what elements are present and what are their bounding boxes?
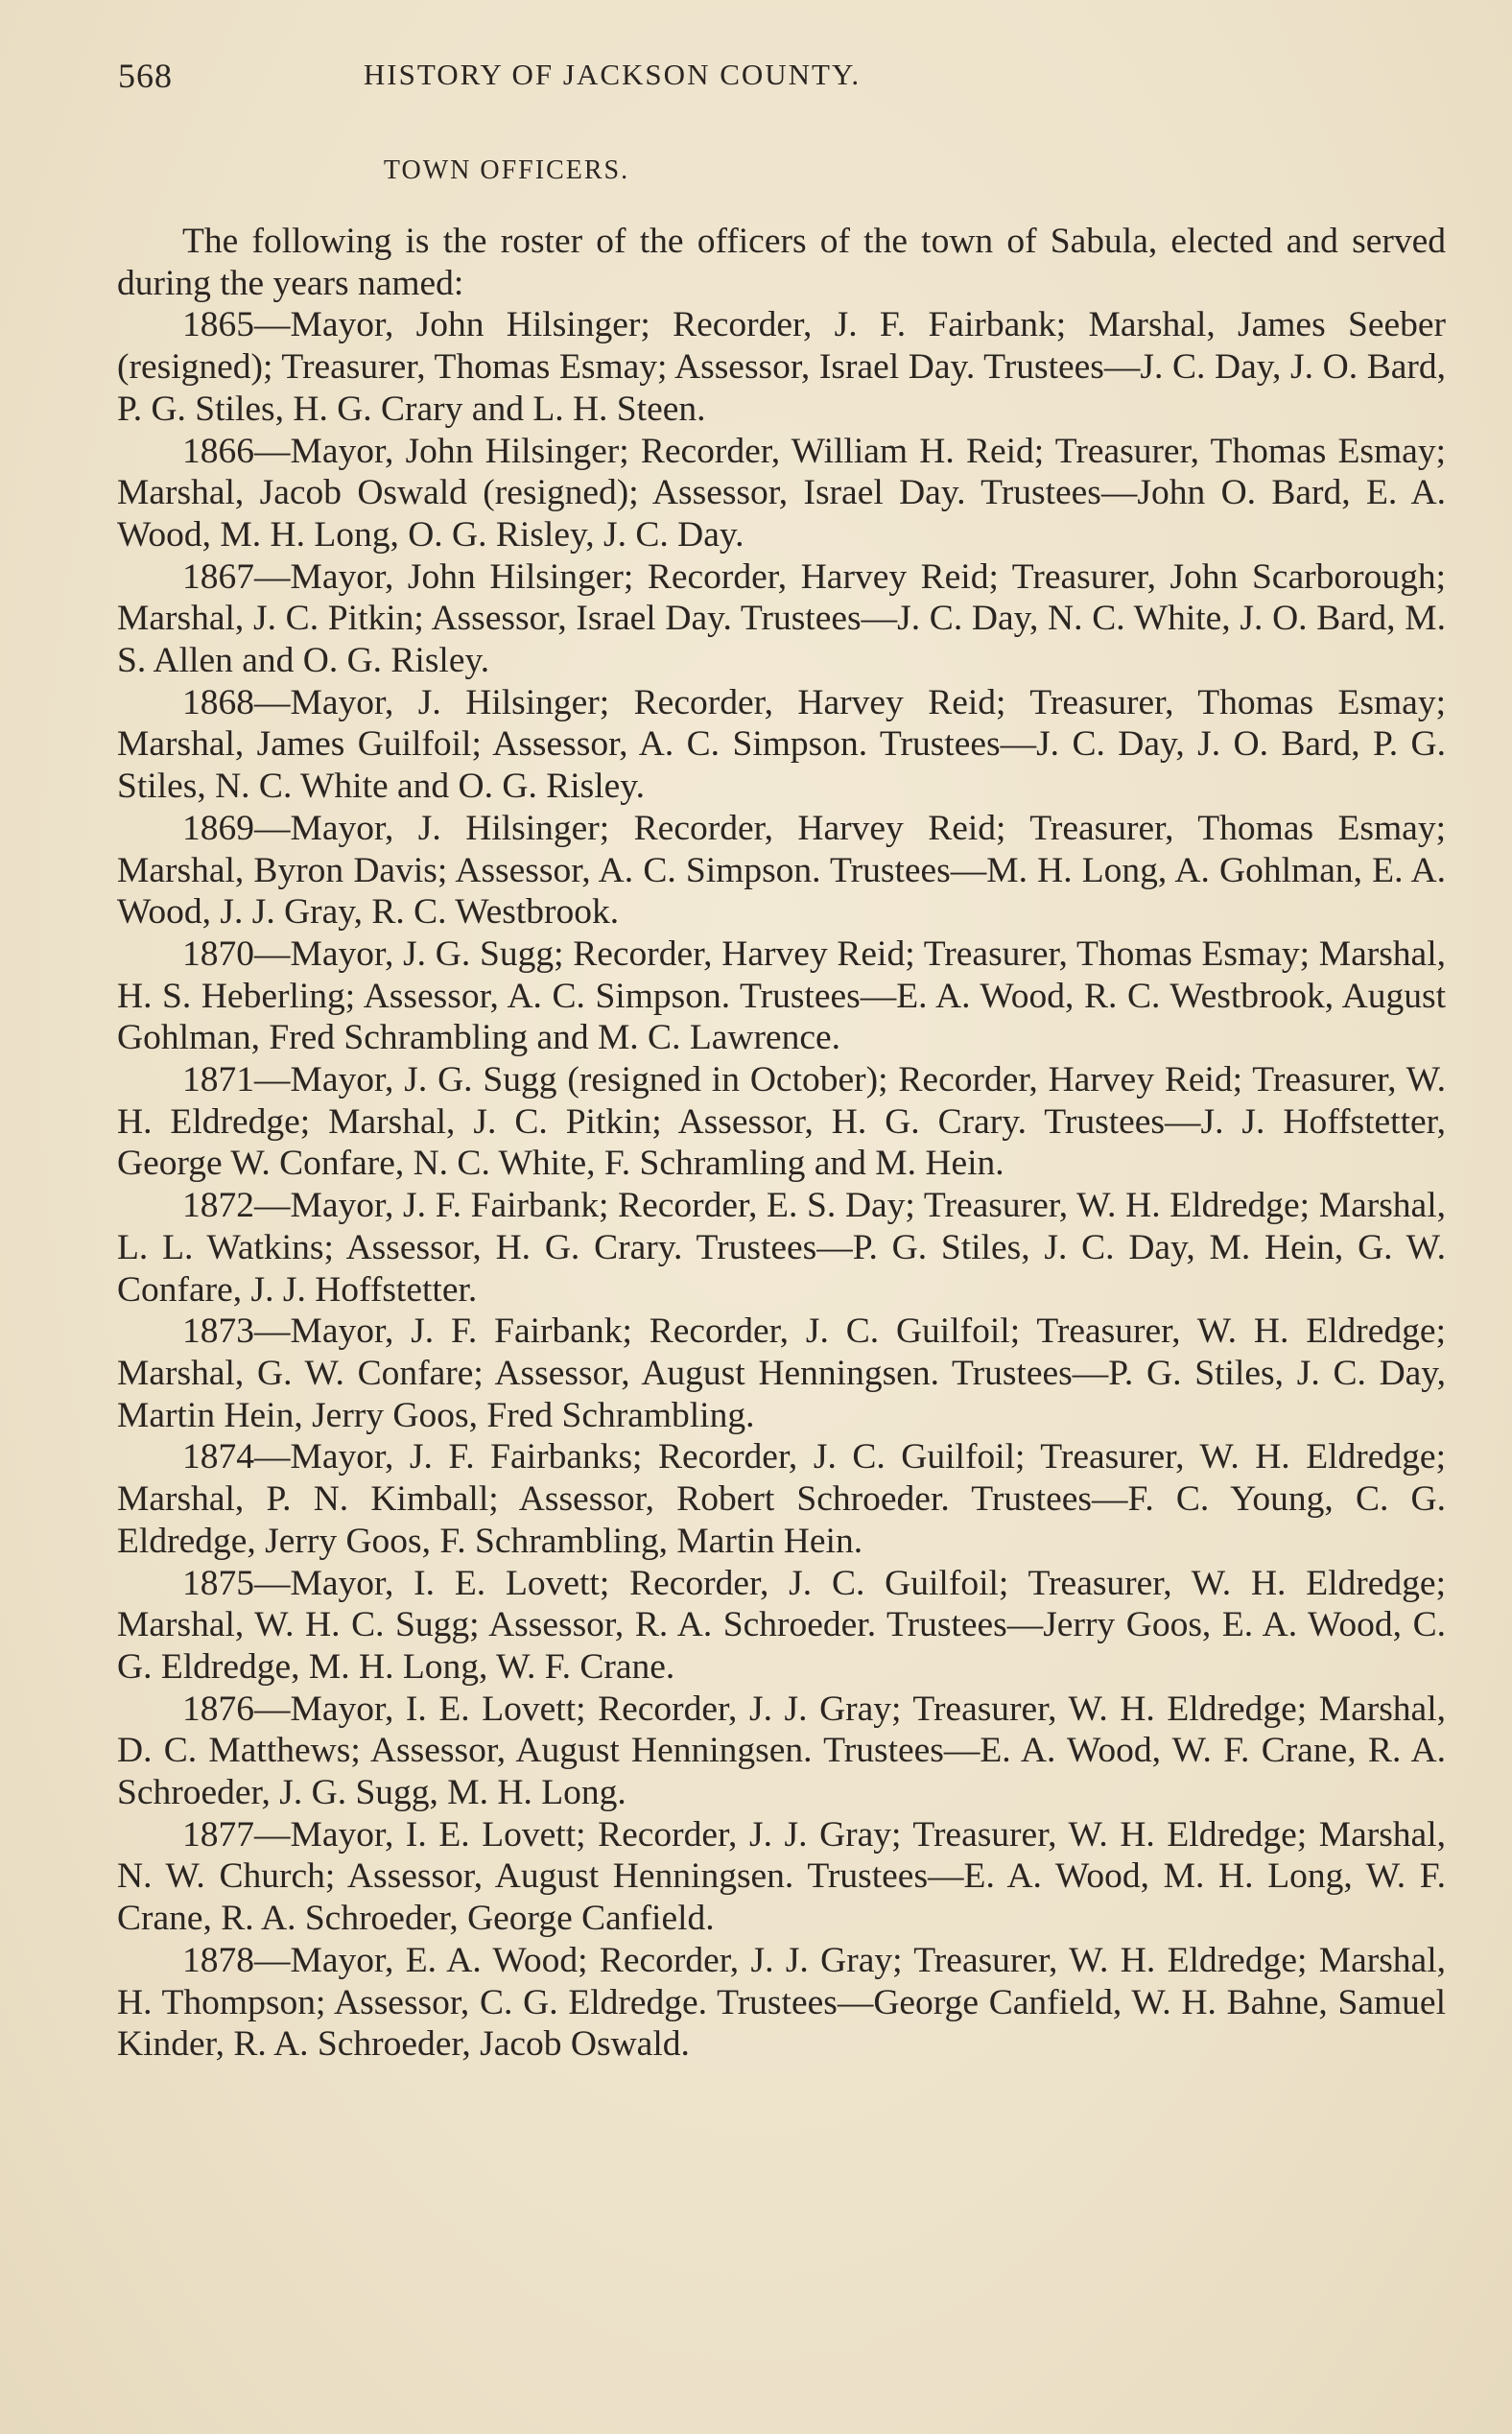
- page-number: 568: [118, 57, 173, 95]
- roster-entry-1877: 1877—Mayor, I. E. Lovett; Recorder, J. J. Gray; Treasurer, W. H. Eldredge; Marshal, N. W. Church; Assessor, August Henningsen. Trustees—E. A. Wood, M. H. Long, W. F. Crane, R. A. Schroeder, George Canfield.: [117, 1814, 1446, 1939]
- roster-entry-1872: 1872—Mayor, J. F. Fairbank; Recorder, E. S. Day; Treasurer, W. H. Eldredge; Marshal, L. L. Watkins; Assessor, H. G. Crary. Trustees—P. G. Stiles, J. C. Day, M. Hein, G. W. Confare, J. J. Hoffstetter.: [117, 1186, 1446, 1310]
- roster-entry-1867: 1867—Mayor, John Hilsinger; Recorder, Harvey Reid; Treasurer, John Scarborough; Marshal, J. C. Pitkin; Assessor, Israel Day. Trustees—J. C. Day, N. C. White, J. O. Bard, M. S. Allen and O. G. Risley.: [117, 556, 1446, 681]
- roster-entry-1874: 1874—Mayor, J. F. Fairbanks; Recorder, J. C. Guilfoil; Treasurer, W. H. Eldredge; Marshal, P. N. Kimball; Assessor, Robert Schroeder. Trustees—F. C. Young, C. G. Eldredge, Jerry Goos, F. Schrambling, Martin Hein.: [117, 1437, 1446, 1561]
- roster-entry-1865: 1865—Mayor, John Hilsinger; Recorder, J. F. Fairbank; Marshal, James Seeber (resigned); Treasurer, Thomas Esmay; Assessor, Israel Day. Trustees—J. C. Day, J. O. Bard, P. G. Stiles, H. G. Crary and L. H. Steen.: [117, 305, 1446, 429]
- running-head: [118, 56, 1068, 104]
- roster-entry-1871: 1871—Mayor, J. G. Sugg (resigned in October); Recorder, Harvey Reid; Treasurer, W. H. Eldredge; Marshal, J. C. Pitkin; Assessor, H. G. Crary. Trustees—J. J. Hoffstetter, George W. Confare, N. C. White, F. Schramling and M. Hein.: [117, 1060, 1446, 1184]
- roster-entry-1878: 1878—Mayor, E. A. Wood; Recorder, J. J. Gray; Treasurer, W. H. Eldredge; Marshal, H. Thompson; Assessor, C. G. Eldredge. Trustees—George Canfield, W. H. Bahne, Samuel Kinder, R. A. Schroeder, Jacob Oswald.: [117, 1940, 1446, 2065]
- roster-entry-1870: 1870—Mayor, J. G. Sugg; Recorder, Harvey Reid; Treasurer, Thomas Esmay; Marshal, H. S. Heberling; Assessor, A. C. Simpson. Trustees—E. A. Wood, R. C. Westbrook, August Gohlman, Fred Schrambling and M. C. Lawrence.: [117, 933, 1446, 1058]
- intro-paragraph: The following is the roster of the officers of the town of Sabula, elected and served during the years named:: [117, 222, 1446, 303]
- roster-entry-1876: 1876—Mayor, I. E. Lovett; Recorder, J. J. Gray; Treasurer, W. H. Eldredge; Marshal, D. C. Matthews; Assessor, August Henningsen. Trustees—E. A. Wood, W. F. Crane, R. A. Schroeder, J. G. Sugg, M. H. Long.: [117, 1689, 1446, 1813]
- roster-entry-1869: 1869—Mayor, J. Hilsinger; Recorder, Harvey Reid; Treasurer, Thomas Esmay; Marshal, Byron Davis; Assessor, A. C. Simpson. Trustees—M. H. Long, A. Gohlman, E. A. Wood, J. J. Gray, R. C. Westbrook.: [117, 808, 1446, 933]
- roster-entry-1866: 1866—Mayor, John Hilsinger; Recorder, William H. Reid; Treasurer, Thomas Esmay; Marshal, Jacob Oswald (resigned); Assessor, Israel Day. Trustees—John O. Bard, E. A. Wood, M. H. Long, O. G. Risley, J. C. Day.: [117, 431, 1446, 555]
- book-title: HISTORY OF JACKSON COUNTY.: [363, 58, 862, 91]
- section-heading: TOWN OFFICERS.: [383, 155, 630, 185]
- roster-text: [117, 221, 1446, 2066]
- roster-entry-1873: 1873—Mayor, J. F. Fairbank; Recorder, J. C. Guilfoil; Treasurer, W. H. Eldredge; Marshal, G. W. Confare; Assessor, August Henningsen. Trustees—P. G. Stiles, J. C. Day, Martin Hein, Jerry Goos, Fred Schrambling.: [117, 1312, 1446, 1435]
- roster-entry-1868: 1868—Mayor, J. Hilsinger; Recorder, Harvey Reid; Treasurer, Thomas Esmay; Marshal, James Guilfoil; Assessor, A. C. Simpson. Trustees—J. C. Day, J. O. Bard, P. G. Stiles, N. C. White and O. G. Risley.: [117, 682, 1446, 807]
- roster-entry-1875: 1875—Mayor, I. E. Lovett; Recorder, J. C. Guilfoil; Treasurer, W. H. Eldredge; Marshal, W. H. C. Sugg; Assessor, R. A. Schroeder. Trustees—Jerry Goos, E. A. Wood, C. G. Eldredge, M. H. Long, W. F. Crane.: [117, 1563, 1446, 1687]
